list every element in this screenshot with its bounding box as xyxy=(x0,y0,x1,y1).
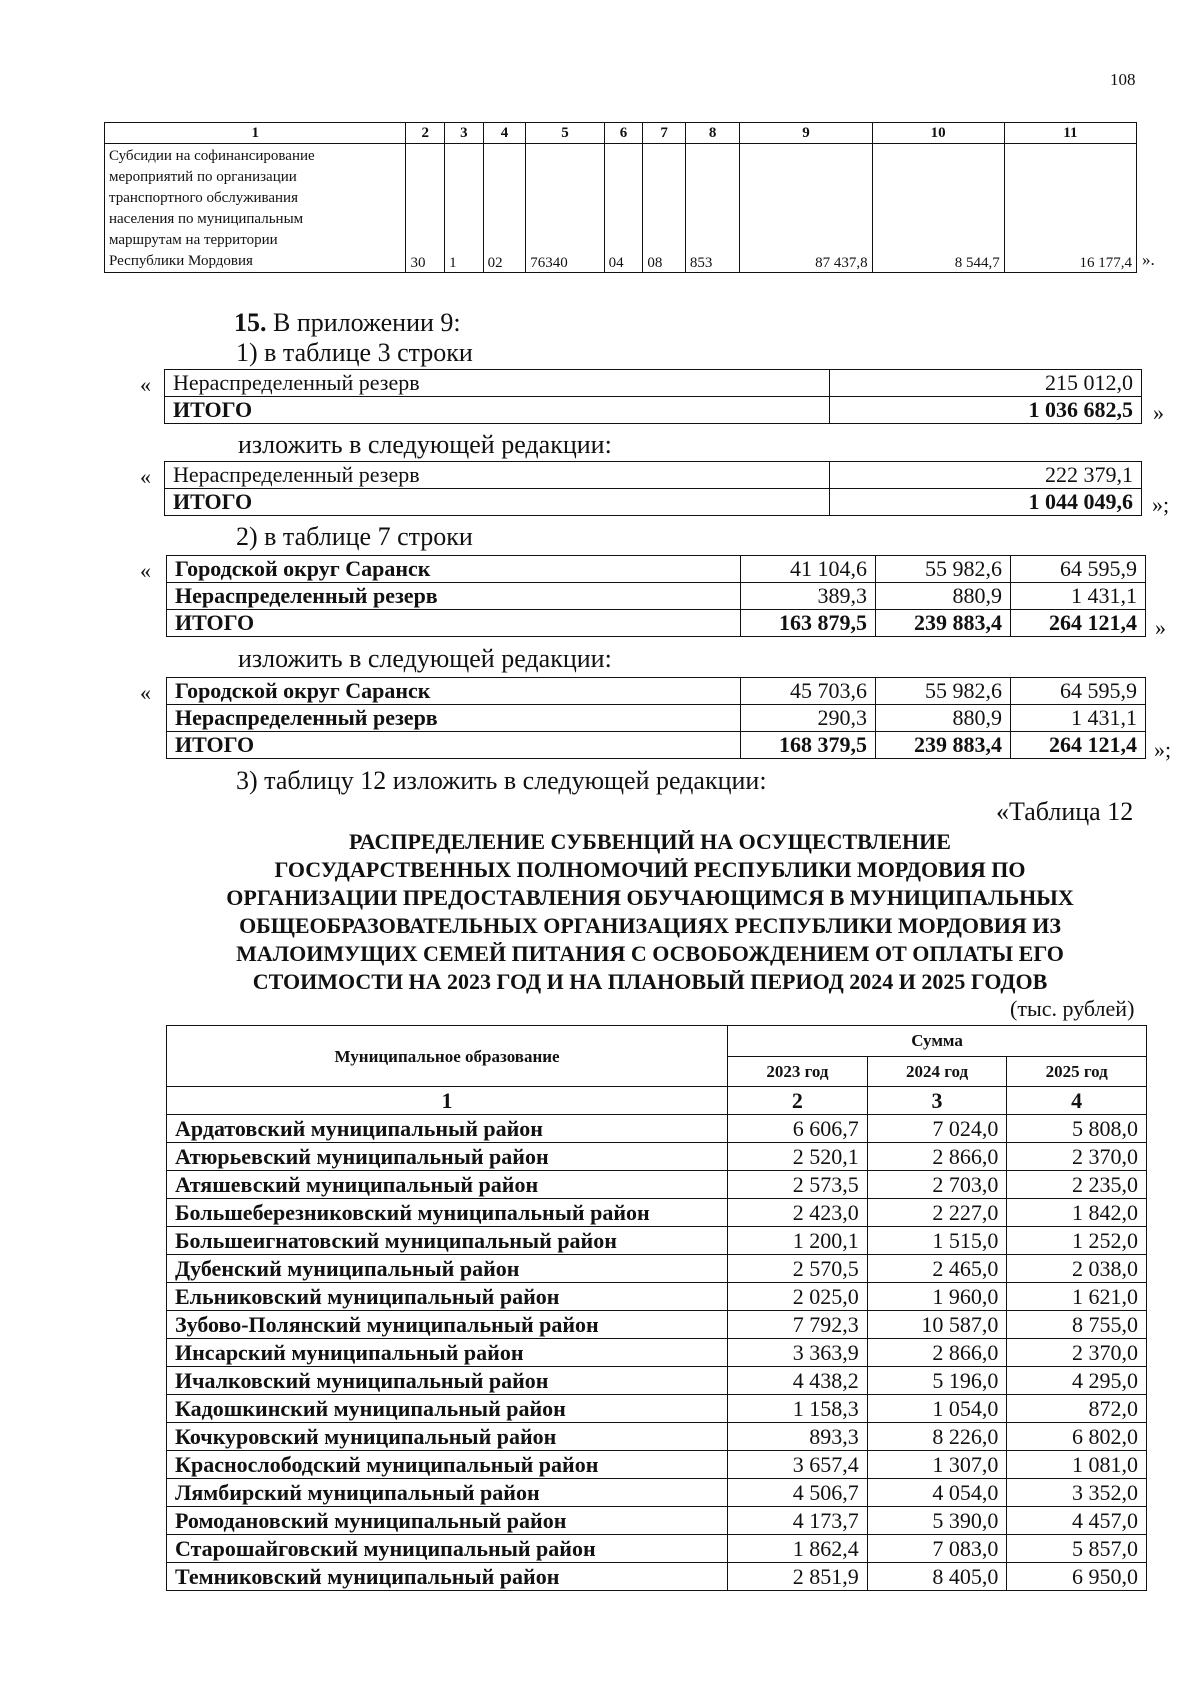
table-row xyxy=(167,556,1146,583)
municipality-name: Ельниковский муниципальный район xyxy=(167,1283,728,1311)
cell: 02 xyxy=(483,144,526,273)
table-row xyxy=(167,1171,1147,1199)
table-row xyxy=(167,1479,1147,1507)
table12-label: «Таблица 12 xyxy=(996,797,1134,826)
amount-cell: 2 423,0 xyxy=(728,1199,868,1227)
amount-cell: 2 370,0 xyxy=(1007,1143,1147,1171)
col-number: 3 xyxy=(867,1087,1007,1115)
col-number: 4 xyxy=(1007,1087,1147,1115)
amount-cell: 2 227,0 xyxy=(867,1199,1007,1227)
cell: 1 431,1 xyxy=(1011,583,1146,610)
item-3-text: 3) таблицу 12 изложить в следующей редакции: xyxy=(236,766,767,795)
cell: 290,3 xyxy=(741,705,876,732)
row-name: ИТОГО xyxy=(165,397,830,424)
table-row xyxy=(167,1311,1147,1339)
row-name: Нераспределенный резерв xyxy=(165,462,830,489)
municipality-name: Лямбирский муниципальный район xyxy=(167,1479,728,1507)
amount-cell: 3 657,4 xyxy=(728,1451,868,1479)
cell: 41 104,6 xyxy=(741,556,876,583)
municipality-name: Кочкуровский муниципальный район xyxy=(167,1423,728,1451)
amount-cell: 6 606,7 xyxy=(728,1115,868,1143)
table-row xyxy=(167,1451,1147,1479)
municipality-name: Старошайговский муниципальный район xyxy=(167,1535,728,1563)
amount-cell: 893,3 xyxy=(728,1423,868,1451)
col-header-municipality: Муниципальное образование xyxy=(167,1026,728,1087)
table-row xyxy=(167,1227,1147,1255)
col-number: 2 xyxy=(728,1087,868,1115)
municipality-name: Ичалковский муниципальный район xyxy=(167,1367,728,1395)
municipality-name: Инсарский муниципальный район xyxy=(167,1339,728,1367)
municipality-name: Большеберезниковский муниципальный район xyxy=(167,1199,728,1227)
municipality-name: Зубово-Полянский муниципальный район xyxy=(167,1311,728,1339)
row-value: 1 036 682,5 xyxy=(830,397,1142,424)
col-header: 9 xyxy=(740,123,872,144)
item-1-text: 1) в таблице 3 строки xyxy=(236,338,473,367)
table-row xyxy=(167,1143,1147,1171)
amount-cell: 1 515,0 xyxy=(867,1227,1007,1255)
row-name: Городской округ Саранск xyxy=(167,678,741,705)
amount-cell: 1 054,0 xyxy=(867,1395,1007,1423)
table-row xyxy=(167,1535,1147,1563)
row-name: Субсидии на софинансирование мероприятий по организации транспортного обслуживания населения по муниципальным маршрутам на территории Республики Мордовия xyxy=(105,144,406,273)
table3-old-rows xyxy=(164,369,1142,424)
table-row xyxy=(167,1255,1147,1283)
amount-cell: 4 457,0 xyxy=(1007,1507,1147,1535)
col-header-sum: Сумма xyxy=(728,1026,1147,1057)
col-header-year: 2023 год xyxy=(728,1056,868,1087)
table-row xyxy=(167,678,1146,705)
cell: 1 431,1 xyxy=(1011,705,1146,732)
amount-cell: 2 038,0 xyxy=(1007,1255,1147,1283)
amount-cell: 2 235,0 xyxy=(1007,1171,1147,1199)
cell: 168 379,5 xyxy=(741,732,876,759)
cell: 45 703,6 xyxy=(741,678,876,705)
row-name: ИТОГО xyxy=(167,732,741,759)
closing-quote: »; xyxy=(1152,492,1170,517)
row-name: Нераспределенный резерв xyxy=(167,583,741,610)
amount-cell: 7 792,3 xyxy=(728,1311,868,1339)
cell: 264 121,4 xyxy=(1011,610,1146,637)
col-number: 1 xyxy=(167,1087,728,1115)
closing-quote: » xyxy=(1155,615,1166,640)
table3-new-rows xyxy=(164,461,1142,516)
table-row xyxy=(167,1563,1147,1591)
row-value: 1 044 049,6 xyxy=(830,489,1142,516)
amount-cell: 2 851,9 xyxy=(728,1563,868,1591)
table-row xyxy=(167,1395,1147,1423)
row-value: 222 379,1 xyxy=(830,462,1142,489)
cell: 04 xyxy=(604,144,643,273)
cell: 880,9 xyxy=(876,583,1011,610)
page-number: 108 xyxy=(1110,70,1136,89)
table-row xyxy=(165,489,1142,516)
cell: 264 121,4 xyxy=(1011,732,1146,759)
amount-cell: 4 438,2 xyxy=(728,1367,868,1395)
row-name: Нераспределенный резерв xyxy=(165,370,830,397)
cell: 76340 xyxy=(526,144,604,273)
amount-cell: 7 024,0 xyxy=(867,1115,1007,1143)
amount-cell: 4 173,7 xyxy=(728,1507,868,1535)
amount-cell: 2 465,0 xyxy=(867,1255,1007,1283)
table-row xyxy=(167,1507,1147,1535)
cell: 16 177,4 xyxy=(1004,144,1136,273)
amount-cell: 8 405,0 xyxy=(867,1563,1007,1591)
column-number-row xyxy=(167,1087,1147,1115)
row-name: ИТОГО xyxy=(167,610,741,637)
cell: 880,9 xyxy=(876,705,1011,732)
amount-cell: 2 025,0 xyxy=(728,1283,868,1311)
cell: 87 437,8 xyxy=(740,144,872,273)
amount-cell: 1 621,0 xyxy=(1007,1283,1147,1311)
col-header: 11 xyxy=(1004,123,1136,144)
amount-cell: 2 866,0 xyxy=(867,1339,1007,1367)
amount-cell: 5 196,0 xyxy=(867,1367,1007,1395)
amount-cell: 4 506,7 xyxy=(728,1479,868,1507)
replace-text: изложить в следующей редакции: xyxy=(238,430,612,459)
amount-cell: 2 570,5 xyxy=(728,1255,868,1283)
table-row xyxy=(167,732,1146,759)
table-row xyxy=(167,1423,1147,1451)
municipality-name: Ромодановский муниципальный район xyxy=(167,1507,728,1535)
table-row xyxy=(165,397,1142,424)
municipality-name: Краснослободский муниципальный район xyxy=(167,1451,728,1479)
col-header: 7 xyxy=(643,123,686,144)
cell: 30 xyxy=(406,144,445,273)
table-row xyxy=(167,705,1146,732)
table-row xyxy=(167,1367,1147,1395)
table-row xyxy=(167,1115,1147,1143)
amount-cell: 8 226,0 xyxy=(867,1423,1007,1451)
amount-cell: 1 307,0 xyxy=(867,1451,1007,1479)
amount-cell: 3 363,9 xyxy=(728,1339,868,1367)
amount-cell: 6 950,0 xyxy=(1007,1563,1147,1591)
municipality-name: Атюрьевский муниципальный район xyxy=(167,1143,728,1171)
row-value: 215 012,0 xyxy=(830,370,1142,397)
col-header: 10 xyxy=(872,123,1004,144)
municipality-name: Кадошкинский муниципальный район xyxy=(167,1395,728,1423)
cell: 55 982,6 xyxy=(876,678,1011,705)
opening-quote: « xyxy=(140,558,151,583)
col-header: 3 xyxy=(445,123,484,144)
amount-cell: 1 200,1 xyxy=(728,1227,868,1255)
col-header-year: 2025 год xyxy=(1007,1056,1147,1087)
amount-cell: 6 802,0 xyxy=(1007,1423,1147,1451)
cell: 163 879,5 xyxy=(741,610,876,637)
amount-cell: 5 857,0 xyxy=(1007,1535,1147,1563)
cell: 64 595,9 xyxy=(1011,678,1146,705)
col-header: 8 xyxy=(685,123,740,144)
table7-new-rows xyxy=(166,677,1146,759)
item-2-text: 2) в таблице 7 строки xyxy=(236,522,473,551)
table-row xyxy=(165,462,1142,489)
municipality-name: Дубенский муниципальный район xyxy=(167,1255,728,1283)
table-row xyxy=(167,1199,1147,1227)
col-header: 2 xyxy=(406,123,445,144)
cell: 8 544,7 xyxy=(872,144,1004,273)
col-header: 4 xyxy=(483,123,526,144)
cell: 1 xyxy=(445,144,484,273)
municipality-name: Ардатовский муниципальный район xyxy=(167,1115,728,1143)
cell: 08 xyxy=(643,144,686,273)
table-header-row xyxy=(105,123,1137,144)
opening-quote: « xyxy=(140,372,151,397)
col-header-year: 2024 год xyxy=(867,1056,1007,1087)
units-note: (тыс. рублей) xyxy=(1010,996,1135,1021)
col-header: 6 xyxy=(604,123,643,144)
closing-quote: ». xyxy=(1142,250,1155,269)
opening-quote: « xyxy=(140,464,151,489)
amount-cell: 4 295,0 xyxy=(1007,1367,1147,1395)
cell: 55 982,6 xyxy=(876,556,1011,583)
table-row xyxy=(167,583,1146,610)
section-heading: 15. В приложении 9: xyxy=(234,308,461,337)
municipality-name: Темниковский муниципальный район xyxy=(167,1563,728,1591)
closing-quote: »; xyxy=(1154,737,1172,762)
amount-cell: 1 842,0 xyxy=(1007,1199,1147,1227)
amount-cell: 3 352,0 xyxy=(1007,1479,1147,1507)
amount-cell: 8 755,0 xyxy=(1007,1311,1147,1339)
table-row xyxy=(167,1339,1147,1367)
cell: 389,3 xyxy=(741,583,876,610)
table-header-row xyxy=(167,1026,1147,1057)
municipality-name: Атяшевский муниципальный район xyxy=(167,1171,728,1199)
table12 xyxy=(166,1025,1147,1591)
amount-cell: 5 390,0 xyxy=(867,1507,1007,1535)
cell: 64 595,9 xyxy=(1011,556,1146,583)
table-row xyxy=(105,144,1137,273)
table-row xyxy=(165,370,1142,397)
row-name: Нераспределенный резерв xyxy=(167,705,741,732)
amount-cell: 2 370,0 xyxy=(1007,1339,1147,1367)
table-row xyxy=(167,1283,1147,1311)
amount-cell: 2 520,1 xyxy=(728,1143,868,1171)
opening-quote: « xyxy=(140,680,151,705)
col-header: 5 xyxy=(526,123,604,144)
cell: 239 883,4 xyxy=(876,610,1011,637)
closing-quote: » xyxy=(1153,400,1164,425)
amount-cell: 2 573,5 xyxy=(728,1171,868,1199)
amount-cell: 1 960,0 xyxy=(867,1283,1007,1311)
table7-old-rows xyxy=(166,555,1146,637)
amount-cell: 10 587,0 xyxy=(867,1311,1007,1339)
amount-cell: 1 158,3 xyxy=(728,1395,868,1423)
amount-cell: 1 862,4 xyxy=(728,1535,868,1563)
cell: 239 883,4 xyxy=(876,732,1011,759)
table12-body xyxy=(167,1115,1147,1591)
row-name: ИТОГО xyxy=(165,489,830,516)
row-name: Городской округ Саранск xyxy=(167,556,741,583)
amount-cell: 2 703,0 xyxy=(867,1171,1007,1199)
amount-cell: 5 808,0 xyxy=(1007,1115,1147,1143)
municipality-name: Большеигнатовский муниципальный район xyxy=(167,1227,728,1255)
amount-cell: 4 054,0 xyxy=(867,1479,1007,1507)
amount-cell: 872,0 xyxy=(1007,1395,1147,1423)
col-header: 1 xyxy=(105,123,406,144)
amount-cell: 7 083,0 xyxy=(867,1535,1007,1563)
replace-text: изложить в следующей редакции: xyxy=(238,644,612,673)
amount-cell: 1 081,0 xyxy=(1007,1451,1147,1479)
amount-cell: 1 252,0 xyxy=(1007,1227,1147,1255)
subsidy-table-fragment xyxy=(104,122,1137,273)
table12-title: РАСПРЕДЕЛЕНИЕ СУБВЕНЦИЙ НА ОСУЩЕСТВЛЕНИЕ ГОСУДАРСТВЕННЫХ ПОЛНОМОЧИЙ РЕСПУБЛИКИ МОРДОВИЯ ПО ОРГАНИЗАЦИИ ПРЕДОСТАВЛЕНИЯ ОБУЧАЮЩИМСЯ В МУНИЦИПАЛЬНЫХ ОБЩЕОБРАЗОВАТЕЛЬНЫХ ОРГАНИЗАЦИЯХ РЕСПУБЛИКИ МОРДОВИЯ ИЗ МАЛОИМУЩИХ СЕМЕЙ ПИТАНИЯ С ОСВОБОЖДЕНИЕМ ОТ ОПЛАТЫ ЕГО СТОИМОСТИ НА 2023 ГОД И НА ПЛАНОВЫЙ ПЕРИОД 2024 И 2025 ГОДОВ xyxy=(226,829,1074,994)
table-row xyxy=(167,610,1146,637)
amount-cell: 2 866,0 xyxy=(867,1143,1007,1171)
cell: 853 xyxy=(685,144,740,273)
